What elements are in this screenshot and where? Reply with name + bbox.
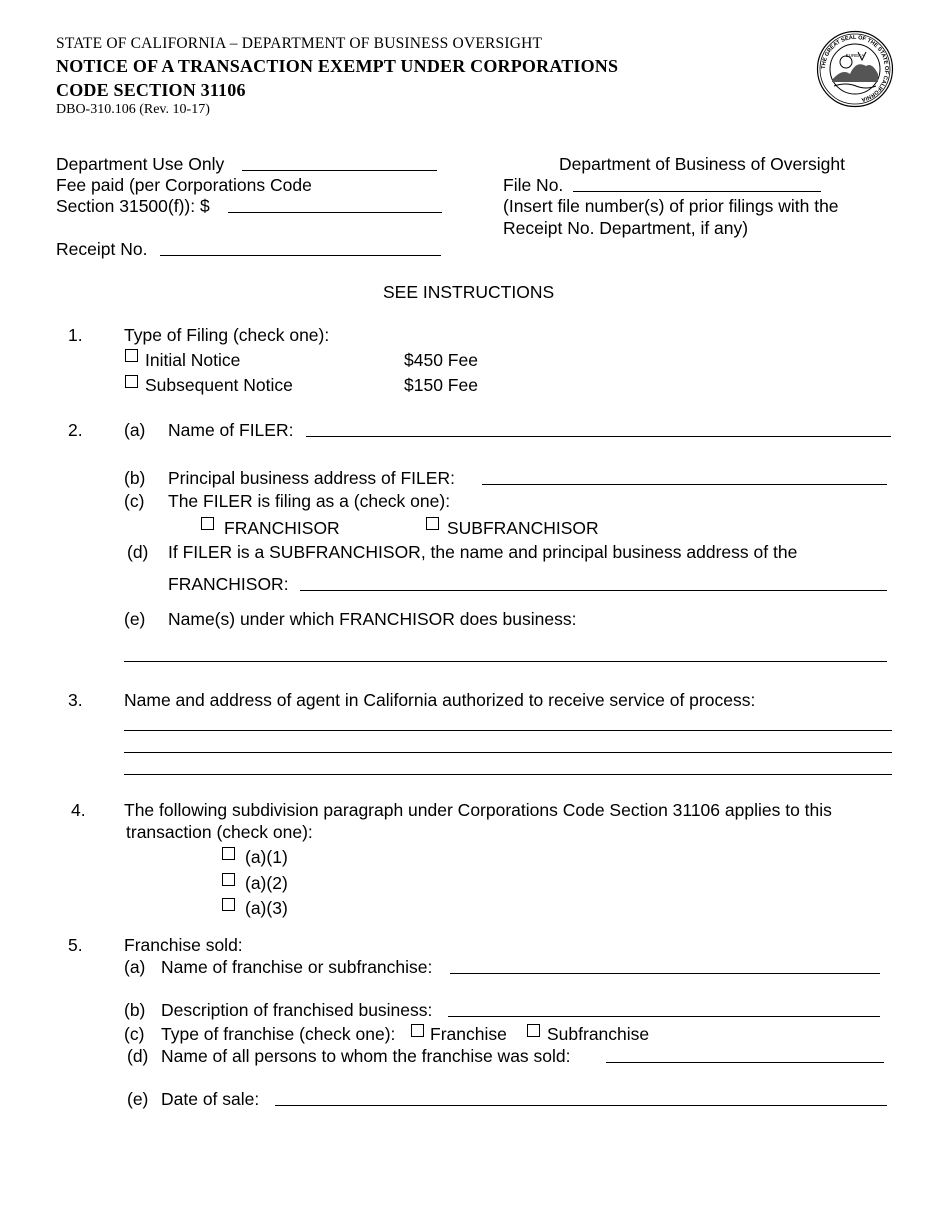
franchise-type-franchise-label: Franchise <box>430 1024 507 1044</box>
file-no-line[interactable] <box>573 191 821 192</box>
subsequent-notice-fee: $150 Fee <box>404 375 478 395</box>
franchise-type-subfranchise-label: Subfranchise <box>547 1024 650 1044</box>
subfranchisor-label: SUBFRANCHISOR <box>447 518 599 538</box>
initial-notice-label: Initial Notice <box>145 350 241 370</box>
form-title-line1: NOTICE OF A TRANSACTION EXEMPT UNDER CORPORATIONS <box>56 56 619 76</box>
section5e-letter: (e) <box>127 1089 149 1109</box>
agency-name: STATE OF CALIFORNIA – DEPARTMENT OF BUSINESS OVERSIGHT <box>56 35 543 52</box>
section2d-letter: (d) <box>127 542 149 562</box>
purchasers-label: Name of all persons to whom the franchise was sold: <box>161 1046 571 1066</box>
initial-notice-fee: $450 Fee <box>404 350 478 370</box>
franchisor-label-2: FRANCHISOR: <box>168 574 289 594</box>
filer-name-label: Name of FILER: <box>168 420 294 440</box>
section1-number: 1. <box>68 325 83 345</box>
franchisor-business-names-line[interactable] <box>124 661 887 662</box>
franchise-description-line[interactable] <box>448 1016 880 1017</box>
filer-name-line[interactable] <box>306 436 891 437</box>
franchisor-line[interactable] <box>300 590 887 591</box>
franchise-type-franchise-checkbox[interactable] <box>411 1024 424 1037</box>
see-instructions: SEE INSTRUCTIONS <box>383 282 555 302</box>
section2a-letter: (a) <box>124 420 146 440</box>
insert-file-note-line1: (Insert file number(s) of prior filings with the <box>503 196 839 216</box>
section2-number: 2. <box>68 420 83 440</box>
section2b-letter: (b) <box>124 468 146 488</box>
agent-line-3[interactable] <box>124 774 892 775</box>
a1-label: (a)(1) <box>245 847 288 867</box>
fee-paid-line[interactable] <box>228 212 442 213</box>
filer-address-label: Principal business address of FILER: <box>168 468 455 488</box>
fee-section-label: Section 31500(f)): $ <box>56 196 210 216</box>
section5a-letter: (a) <box>124 957 146 977</box>
insert-file-note-line2: Receipt No. Department, if any) <box>503 218 749 238</box>
receipt-label: Receipt No. <box>56 239 148 259</box>
svg-text:EUREKA: EUREKA <box>845 53 865 58</box>
franchisor-checkbox[interactable] <box>201 517 214 530</box>
section5-number: 5. <box>68 935 83 955</box>
franchise-type-subfranchise-checkbox[interactable] <box>527 1024 540 1037</box>
a3-checkbox[interactable] <box>222 898 235 911</box>
franchise-name-label: Name of franchise or subfranchise: <box>161 957 433 977</box>
section2e-letter: (e) <box>124 609 146 629</box>
a3-label: (a)(3) <box>245 898 288 918</box>
dept-use-label: Department Use Only <box>56 154 225 174</box>
subsequent-notice-checkbox[interactable] <box>125 375 138 388</box>
fee-paid-label: Fee paid (per Corporations Code <box>56 175 312 195</box>
filer-address-line[interactable] <box>482 484 887 485</box>
agent-line-1[interactable] <box>124 730 892 731</box>
section5d-letter: (d) <box>127 1046 149 1066</box>
franchise-description-label: Description of franchised business: <box>161 1000 433 1020</box>
a2-label: (a)(2) <box>245 873 288 893</box>
purchasers-line[interactable] <box>606 1062 884 1063</box>
subsequent-notice-label: Subsequent Notice <box>145 375 293 395</box>
initial-notice-checkbox[interactable] <box>125 349 138 362</box>
dept-title: Department of Business of Oversight <box>559 154 845 174</box>
filer-type-label: The FILER is filing as a (check one): <box>168 491 451 511</box>
franchisor-label: FRANCHISOR <box>224 518 340 538</box>
franchise-name-line[interactable] <box>450 973 880 974</box>
section5c-letter: (c) <box>124 1024 145 1044</box>
subdivision-label-line2: transaction (check one): <box>126 822 313 842</box>
section2c-letter: (c) <box>124 491 145 511</box>
date-of-sale-label: Date of sale: <box>161 1089 260 1109</box>
franchisor-info-label: If FILER is a SUBFRANCHISOR, the name and principal business address of the <box>168 542 798 562</box>
agent-line-2[interactable] <box>124 752 892 753</box>
dept-use-line[interactable] <box>242 170 437 171</box>
franchise-type-label: Type of franchise (check one): <box>161 1024 396 1044</box>
a2-checkbox[interactable] <box>222 873 235 886</box>
form-number: DBO-310.106 (Rev. 10-17) <box>56 102 210 117</box>
franchise-sold-label: Franchise sold: <box>124 935 243 955</box>
california-seal-icon <box>816 30 894 108</box>
franchisor-business-names-label: Name(s) under which FRANCHISOR does business: <box>168 609 577 629</box>
form-title-line2: CODE SECTION 31106 <box>56 80 246 100</box>
receipt-line[interactable] <box>160 255 441 256</box>
subfranchisor-checkbox[interactable] <box>426 517 439 530</box>
file-no-label: File No. <box>503 175 564 195</box>
section3-number: 3. <box>68 690 83 710</box>
section5b-letter: (b) <box>124 1000 146 1020</box>
svg-text:THE GREAT SEAL OF THE STATE OF: THE GREAT SEAL OF THE STATE OF CALIFORNIA <box>820 34 890 103</box>
a1-checkbox[interactable] <box>222 847 235 860</box>
filing-type-label: Type of Filing (check one): <box>124 325 330 345</box>
section4-number: 4. <box>71 800 86 820</box>
subdivision-label-line1: The following subdivision paragraph under Corporations Code Section 31106 applies to this <box>124 800 832 820</box>
date-of-sale-line[interactable] <box>275 1105 887 1106</box>
agent-label: Name and address of agent in California authorized to receive service of process: <box>124 690 756 710</box>
